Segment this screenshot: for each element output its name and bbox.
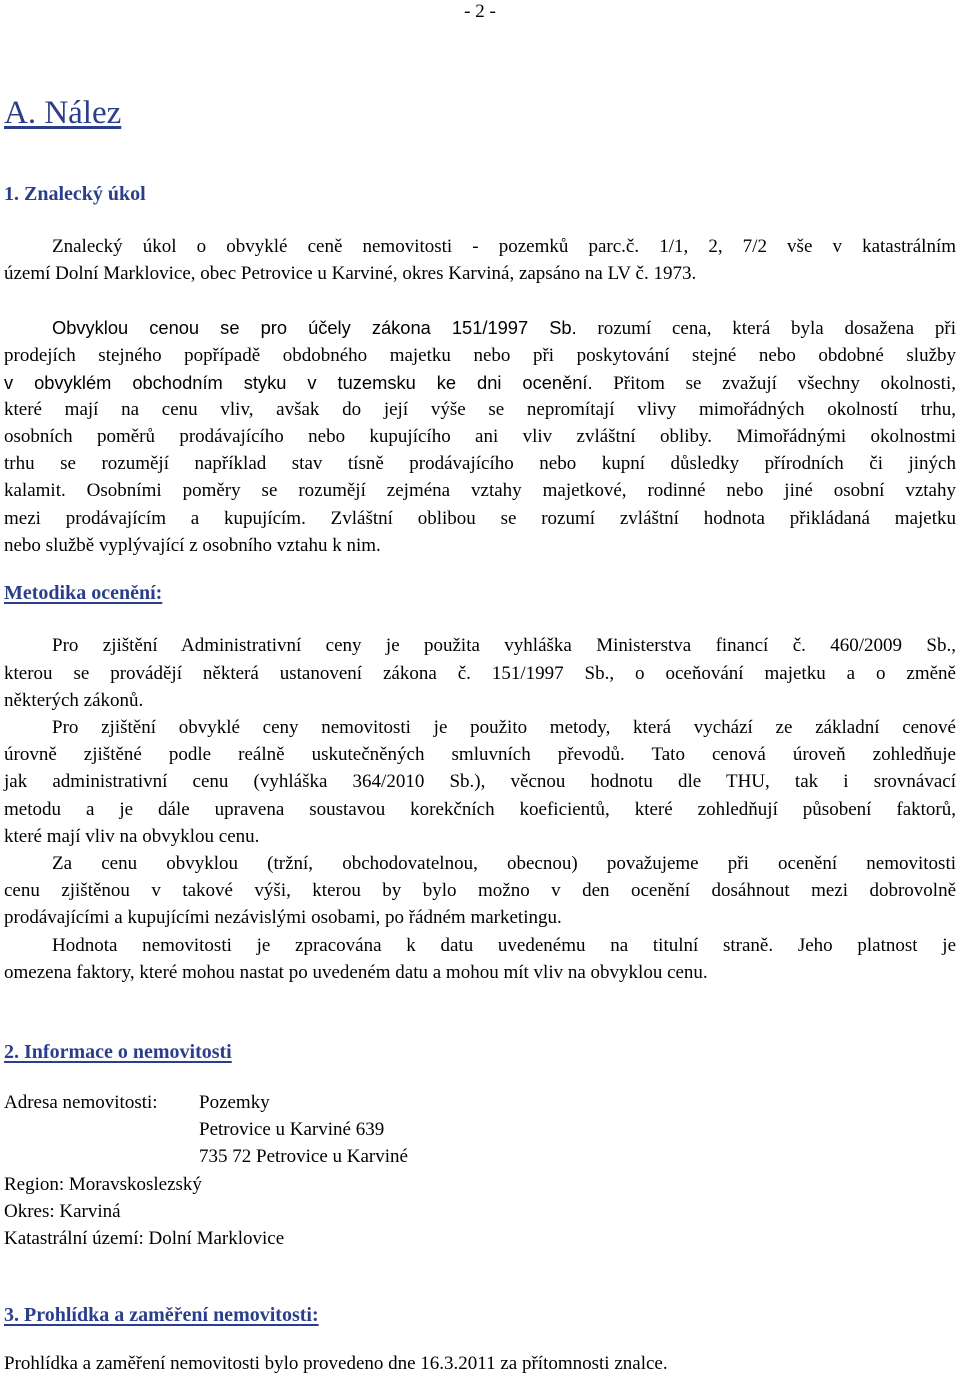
law-line-5: osobních poměrů prodávajícího nebo kupujícího ani vliv zvláštní obliby. Mimořádnými okolnostmi	[4, 426, 956, 447]
method-line-13: omezena faktory, které mohou nastat po uvedeném datu a mohou mít vliv na obvyklou cenu.	[4, 962, 708, 983]
law-line-1-sans: Obvyklou cenou se pro účely zákona 151/1997 Sb.	[52, 317, 577, 338]
law-line-1-serif: rozumí cena, která byla dosažena při	[576, 318, 956, 339]
method-line-9: Za cenu obvyklou (tržní, obchodovatelnou, obecnou) považujeme při ocenění nemovitosti	[52, 853, 956, 874]
methodology-title: Metodika ocenění:	[4, 582, 163, 604]
section-1-title: 1. Znalecký úkol	[4, 183, 146, 205]
section-3-title: 3. Prohlídka a zaměření nemovitosti:	[4, 1304, 319, 1326]
address-line-3: 735 72 Petrovice u Karviné	[199, 1146, 408, 1167]
law-line-1	[52, 316, 956, 341]
method-line-3: některých zákonů.	[4, 690, 144, 711]
law-line-3	[4, 371, 956, 396]
method-line-4: Pro zjištění obvyklé ceny nemovitosti je použito metody, která vychází ze základní cenové	[52, 717, 956, 738]
method-line-8: které mají vliv na obvyklou cenu.	[4, 826, 260, 847]
method-line-12: Hodnota nemovitosti je zpracována k datu uvedenému na titulní straně. Jeho platnost je	[52, 935, 956, 956]
law-line-6: trhu se rozumějí například stav tísně prodávajícího nebo kupní důsledky přírodních či jiných	[4, 453, 956, 474]
page-number: - 2 -	[464, 1, 496, 22]
law-line-9: nebo službě vyplývající z osobního vztahu k nim.	[4, 535, 381, 556]
inspection-text: Prohlídka a zaměření nemovitosti bylo provedeno dne 16.3.2011 za přítomnosti znalce.	[4, 1353, 668, 1374]
method-line-1: Pro zjištění Administrativní ceny je použita vyhláška Ministerstva financí č. 460/2009 Sb.,	[52, 635, 956, 656]
method-line-2: kterou se provádějí některá ustanovení zákona č. 151/1997 Sb., o oceňování majetku a o změně	[4, 663, 956, 684]
cadastral-line: Katastrální území: Dolní Marklovice	[4, 1228, 285, 1249]
law-line-8: mezi prodávajícím a kupujícím. Zvláštní oblibou se rozumí zvláštní hodnota přikládaná majetku	[4, 508, 956, 529]
method-line-10: cenu zjištěnou v takové výši, kterou by bylo možno v den ocenění dosáhnout mezi dobrovolně	[4, 880, 956, 901]
method-line-11: prodávajícími a kupujícími nezávislými osobami, po řádném marketingu.	[4, 907, 562, 928]
region-line: Region: Moravskoslezský	[4, 1174, 202, 1195]
task-line-2: území Dolní Marklovice, obec Petrovice u Karviné, okres Karviná, zapsáno na LV č. 1973.	[4, 263, 697, 284]
method-line-6: jak administrativní cenu (vyhláška 364/2010 Sb.), věcnou hodnotu dle THU, tak i srovnávací	[4, 771, 956, 792]
document-heading: A. Nález	[4, 95, 122, 131]
district-line: Okres: Karviná	[4, 1201, 121, 1222]
address-line-1: Pozemky	[199, 1092, 270, 1113]
law-line-2: prodejích stejného popřípadě obdobného majetku nebo při poskytování stejné nebo obdobné služby	[4, 345, 956, 366]
section-2-title: 2. Informace o nemovitosti	[4, 1041, 232, 1063]
task-line-1: Znalecký úkol o obvyklé ceně nemovitosti - pozemků parc.č. 1/1, 2, 7/2 vše v katastrálním	[52, 236, 956, 257]
address-label: Adresa nemovitosti:	[4, 1092, 158, 1113]
law-line-7: kalamit. Osobními poměry se rozumějí zejména vztahy majetkové, rodinné nebo jiné osobní vztahy	[4, 480, 956, 501]
address-line-2: Petrovice u Karviné 639	[199, 1119, 385, 1140]
method-line-7: metodu a je dále upravena soustavou korekčních koeficientů, které zohledňují působení faktorů,	[4, 799, 956, 820]
law-line-3-sans: v obvyklém obchodním styku v tuzemsku ke dni ocenění.	[4, 372, 593, 393]
method-line-5: úrovně zjištěné podle reálně uskutečněných smluvních převodů. Tato cenová úroveň zohledňuje	[4, 744, 956, 765]
law-line-4: které mají na cenu vliv, avšak do její výše se nepromítají vlivy mimořádných okolností trhu,	[4, 399, 956, 420]
law-line-3-serif: Přitom se zvažují všechny okolnosti,	[592, 373, 956, 394]
